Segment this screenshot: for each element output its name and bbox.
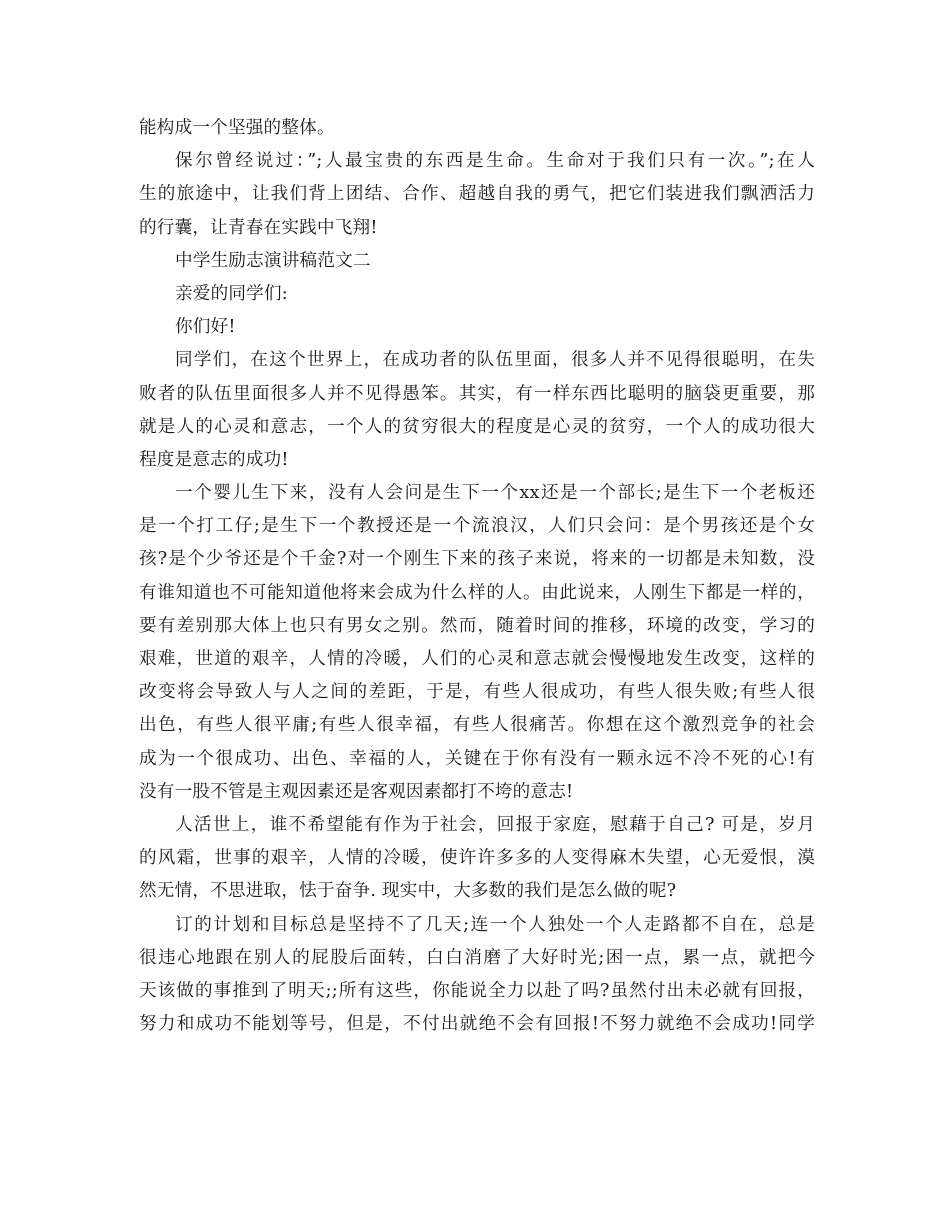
text-line: 艰难，世道的艰辛，人情的冷暖，人们的心灵和意志就会慢慢地发生改变，这样的 xyxy=(139,649,815,669)
text-line: 的行囊，让青春在实践中飞翔! xyxy=(139,217,378,238)
text-line: 天该做的事推到了明天;;所有这些，你能说全力以赴了吗?虽然付出未必就有回报， xyxy=(139,980,815,1001)
text-line: 生的旅途中，让我们背上团结、合作、超越自我的勇气，把它们装进我们飘洒活力 xyxy=(139,184,815,205)
text-line: 然无情，不思进取，怯于奋争. 现实中，大多数的我们是怎么做的呢? xyxy=(139,881,677,902)
text-line: 你们好! xyxy=(175,317,236,338)
text-line: 订的计划和目标总是坚持不了几天;连一个人独处一个人走路都不自在，总是 xyxy=(175,914,815,935)
text-line: 保尔曾经说过：”;人最宝贵的东西是生命。生命对于我们只有一次。”;在人 xyxy=(175,151,815,172)
text-line: 能构成一个坚强的整体。 xyxy=(139,118,335,138)
text-line: 改变将会导致人与人之间的差距，于是，有些人很成功，有些人很失败;有些人很 xyxy=(139,682,815,703)
text-line: 努力和成功不能划等号，但是，不付出就绝不会有回报!不努力就绝不会成功!同学 xyxy=(139,1014,815,1035)
text-line: 要有差别那大体上也只有男女之别。然而，随着时间的推移，环境的改变，学习的 xyxy=(139,615,815,636)
text-line: 孩?是个少爷还是个千金?对一个刚生下来的孩子来说，将来的一切都是未知数，没 xyxy=(139,549,815,570)
document-body xyxy=(139,112,815,1041)
text-line: 是一个打工仔;是生下一个教授还是一个流浪汉，人们只会问：是个男孩还是个女 xyxy=(139,516,815,537)
text-line: 程度是意志的成功! xyxy=(139,449,289,470)
text-line: 一个婴儿生下来，没有人会问是生下一个xx还是一个部长;是生下一个老板还 xyxy=(175,483,815,504)
text-line: 没有一股不管是主观因素还是客观因素都打不垮的意志! xyxy=(139,781,574,802)
text-line: 同学们，在这个世界上，在成功者的队伍里面，很多人并不见得很聪明，在失 xyxy=(175,350,815,371)
text-line: 的风霜，世事的艰辛，人情的冷暖，使许许多多的人变得麻木失望，心无爱恨，漠 xyxy=(139,848,815,869)
text-line: 就是人的心灵和意志，一个人的贫穷很大的程度是心灵的贫穷，一个人的成功很大 xyxy=(139,416,815,437)
text-line: 有谁知道也不可能知道他将来会成为什么样的人。由此说来，人刚生下都是一样的， xyxy=(139,582,815,603)
text-line: 人活世上，谁不希望能有作为于社会，回报于家庭，慰藉于自己? 可是，岁月 xyxy=(175,814,815,835)
text-line: 亲爱的同学们: xyxy=(175,283,288,304)
text-line: 很违心地跟在别人的屁股后面转，白白消磨了大好时光;困一点，累一点，就把今 xyxy=(139,947,815,968)
text-line: 中学生励志演讲稿范文二 xyxy=(175,250,371,271)
text-line: 成为一个很成功、出色、幸福的人，关键在于你有没有一颗永远不冷不死的心!有 xyxy=(139,748,815,769)
text-line: 出色，有些人很平庸;有些人很幸福，有些人很痛苦。你想在这个激烈竞争的社会 xyxy=(139,715,815,736)
text-line: 败者的队伍里面很多人并不见得愚笨。其实，有一样东西比聪明的脑袋更重要，那 xyxy=(139,383,815,404)
